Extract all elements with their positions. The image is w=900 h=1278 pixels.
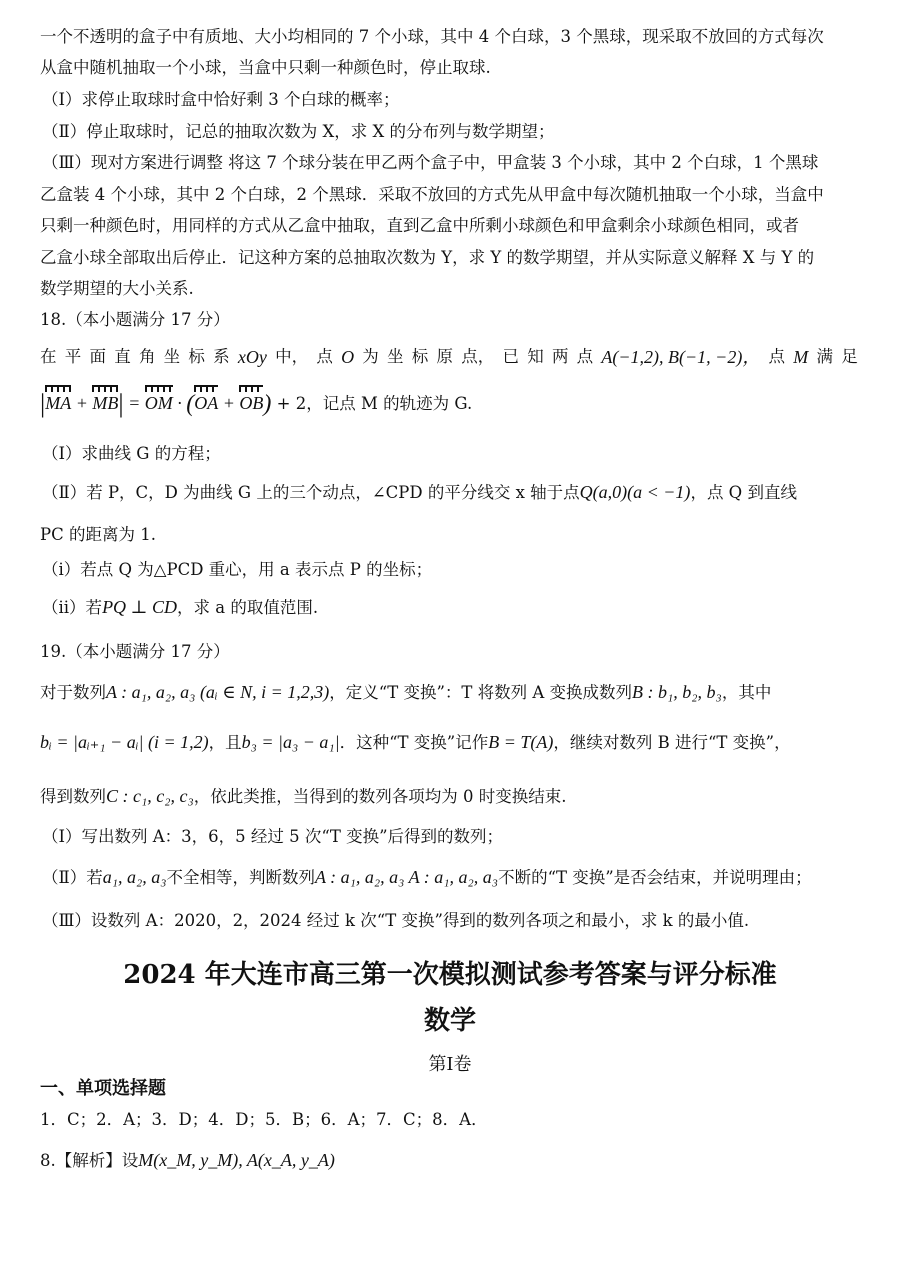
p18-stem-word: 坐: [163, 347, 181, 366]
p19-l2-f: ，继续对数列 B 进行“T 变换”，: [553, 733, 791, 752]
p19-q2-c: 不全相等，判断数列: [166, 868, 315, 887]
p18-question-1: （Ⅰ）求曲线 G 的方程；: [42, 444, 221, 463]
p18-stem-word: 点: [576, 347, 594, 366]
p18-stem-line1: [40, 346, 858, 368]
p19-q2-e: 不断的“T 变换”是否会结束，并说明理由；: [498, 868, 812, 887]
p17-question-3-line3: 只剩一种颜色时，用同样的方式从乙盒中抽取，直到乙盒中所剩小球颜色和甲盒剩余小球颜色相同，或者: [40, 216, 799, 235]
p18-question-2-i: （ⅰ）若点 Q 为△PCD 重心，用 a 表示点 P 的坐标；: [42, 560, 433, 579]
p17-question-2: （Ⅱ）停止取球时，记总的抽取次数为 X，求 X 的分布列与数学期望；: [42, 122, 555, 141]
p18-stem-word: A(−1,2), B(−1, −2)，: [601, 347, 761, 367]
p19-header: 19.（本小题满分 17 分）: [40, 642, 230, 661]
analysis-line: [40, 1149, 335, 1172]
p18-stem-word: 两: [551, 347, 569, 366]
p19-l2-math-bi: bᵢ = |aᵢ₊₁ − aᵢ| (i = 1,2): [40, 732, 209, 752]
p17-question-3-line1: （Ⅲ）现对方案进行调整 将这 7 个球分装在甲乙两个盒子中，甲盒装 3 个小球，其中 2 个白球，1 个黑球: [42, 153, 819, 172]
volume-label: 第Ⅰ卷: [428, 1054, 472, 1075]
p19-l3-c: ，依此类推，当得到的数列各项均为 0 时变换结束.: [193, 787, 567, 806]
p19-l3-a: 得到数列: [40, 787, 106, 806]
p18-qii-math: PQ ⊥ CD: [102, 597, 177, 617]
p19-q2-a: （Ⅱ）若: [42, 868, 103, 887]
p19-l2-math-b3: b₃ = |a₃ − a₁|: [241, 732, 340, 752]
p18-stem-word: 角: [138, 347, 156, 366]
p19-question-1: （Ⅰ）写出数列 A：3，6，5 经过 5 次“T 变换”后得到的数列；: [42, 827, 504, 846]
p18-question-2: [42, 481, 797, 504]
p18-condition: [40, 389, 473, 418]
p19-l1-a: 对于数列: [40, 683, 106, 702]
p18-stem-word: 点: [316, 347, 333, 366]
p17-question-3-line2: 乙盒装 4 个小球，其中 2 个白球，2 个黑球．采取不放回的方式先从甲盒中每次随机抽取一个小球，当盒中: [40, 185, 824, 204]
p18-stem-word: 标: [188, 347, 205, 366]
vector-equation: |MA + MB| = OM · (OA + OB): [40, 389, 272, 418]
p18-stem-word: 面: [89, 347, 106, 366]
subject-title: 数学: [423, 1006, 476, 1036]
p19-question-3: （Ⅲ）设数列 A：2020，2，2024 经过 k 次“T 变换”得到的数列各项之和最小，求 k 的最小值.: [42, 911, 750, 930]
p17-question-1: （Ⅰ）求停止取球时盒中恰好剩 3 个白球的概率；: [42, 90, 400, 109]
p19-q2-math-b: A : a₁, a₂, a₃ A : a₁, a₂, a₃: [315, 867, 499, 887]
p18-stem-word: 知: [527, 347, 544, 366]
p19-l2-d: ．这种“T 变换”记作: [339, 733, 489, 752]
p18-stem-word: xOy: [237, 347, 267, 367]
p17-question-3-line5: 数学期望的大小关系.: [40, 279, 194, 298]
p18-stem-word: 满: [816, 347, 834, 366]
answer-title: 2024 年大连市高三第一次模拟测试参考答案与评分标准: [123, 960, 777, 990]
p17-question-3-line4: 乙盒小球全部取出后停止．记这种方案的总抽取次数为 Y，求 Y 的数学期望，并从实际意义解释 X 与 Y 的: [40, 248, 815, 267]
p19-l2-b: ，且: [208, 733, 242, 752]
p18-stem-word: 标: [411, 347, 429, 366]
p18-q2-text-c: ，点 Q 到直线: [690, 483, 797, 502]
p19-l1-math-b: B : b₁, b₂, b₃: [632, 682, 722, 702]
p18-stem-word: 为: [362, 347, 379, 366]
p19-line1: [40, 681, 771, 704]
p18-stem-word: M: [793, 347, 809, 367]
p18-stem-word: 已: [502, 347, 519, 366]
p18-stem-word: 在: [40, 347, 57, 366]
p19-question-2: [42, 866, 812, 889]
p19-q2-math-a: a₁, a₂, a₃: [102, 867, 167, 887]
p19-line3: [40, 785, 566, 808]
p18-header: 18.（本小题满分 17 分）: [40, 310, 230, 329]
p19-l3-math-c: C : c₁, c₂, c₃: [106, 786, 194, 806]
p18-stem-word: 直: [114, 347, 131, 366]
p18-qii-text-c: ，求 a 的取值范围.: [177, 598, 319, 617]
analysis-label: 8.【解析】设: [40, 1151, 139, 1170]
p18-stem-word: 原: [436, 347, 453, 366]
section-heading: 一、单项选择题: [40, 1078, 166, 1099]
p18-stem-word: 中，: [275, 347, 309, 366]
p18-question-2-line2: PC 的距离为 1.: [40, 525, 156, 544]
p18-q2-text-a: （Ⅱ）若 P，C，D 为曲线 G 上的三个动点，∠CPD 的平分线交 x 轴于点: [42, 483, 580, 502]
p19-l2-math-bta: B = T(A): [488, 732, 554, 752]
choice-answers: 1．C；2．A；3．D；4．D；5．B；6．A；7．C；8．A．: [40, 1110, 488, 1129]
p18-stem-word: 坐: [387, 347, 404, 366]
p18-condition-tail: + 2，记点 M 的轨迹为 G.: [276, 394, 473, 413]
p17-stem-line1: 一个不透明的盒子中有质地、大小均相同的 7 个小球，其中 4 个白球，3 个黑球，现采取不放回的方式每次: [40, 27, 824, 46]
p19-l1-math-a: A : a₁, a₂, a₃ (aᵢ ∈ N, i = 1,2,3): [106, 682, 330, 702]
p18-stem-word: 平: [64, 347, 82, 366]
analysis-math: M(x_M, y_M), A(x_A, y_A): [138, 1150, 335, 1170]
p18-qii-text-a: （ⅱ）若: [42, 598, 103, 617]
p19-line2: [40, 731, 791, 754]
p18-stem-word: 足: [841, 347, 858, 366]
p18-stem-word: 点: [768, 347, 786, 366]
p18-stem-word: O: [341, 347, 355, 367]
p18-question-2-ii: [42, 596, 318, 619]
p19-l1-e: ，其中: [721, 683, 772, 702]
p19-l1-c: ，定义“T 变换”：T 将数列 A 变换成数列: [329, 683, 633, 702]
p18-q2-math-q: Q(a,0)(a < −1): [579, 482, 691, 502]
p18-stem-word: 系: [213, 347, 230, 366]
p17-stem-line2: 从盒中随机抽取一个小球，当盒中只剩一种颜色时，停止取球.: [40, 58, 491, 77]
p18-stem-word: 点，: [461, 347, 495, 366]
